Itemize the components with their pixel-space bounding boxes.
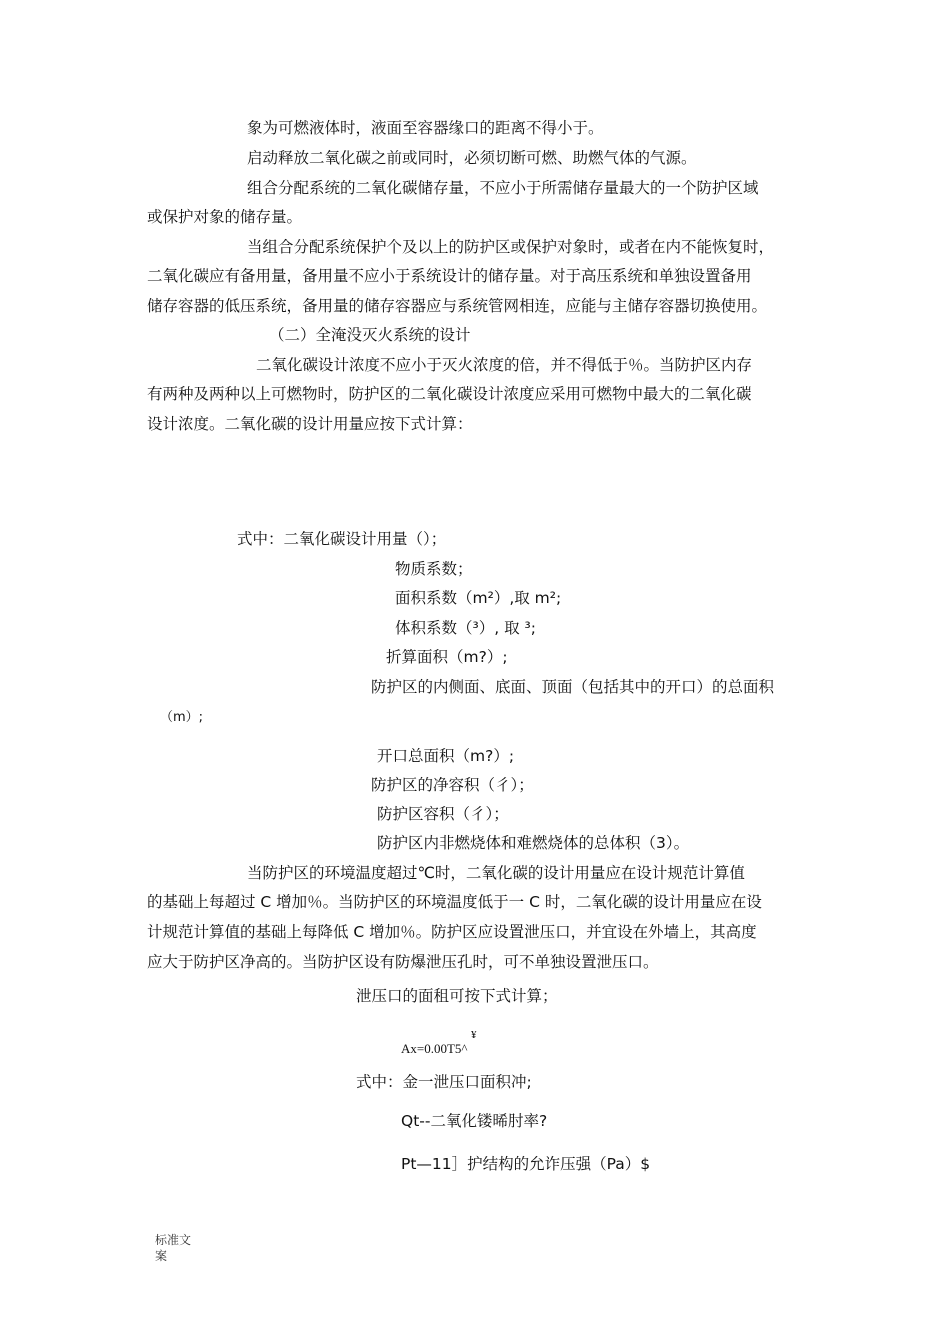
text-line: 计规范计算值的基础上每降低 C 增加％。防护区应设置泄压口，并宜设在外墙上，其高度	[147, 923, 757, 941]
text-line: 储存容器的低压系统，备用量的储存容器应与系统管网相连，应能与主储存容器切换使用。	[147, 297, 768, 315]
formula-legend-line: 防护区容积（彳）；	[377, 805, 509, 823]
formula-legend-line: 体积系数（³）, 取 ³;	[395, 619, 536, 637]
text-line: 二氧化碳设计浓度不应小于灭火浓度的倍，并不得低于％。当防护区内存	[256, 356, 753, 374]
text-line: 象为可燃液体时，液面至容器缘口的距离不得小于。	[247, 119, 604, 137]
formula: Ax=0.00T5^	[401, 1041, 468, 1056]
formula-legend-line: 开口总面积（m?）;	[377, 747, 515, 765]
formula-legend-line: 防护区的内侧面、底面、顶面（包括其中的开口）的总面积	[371, 678, 775, 696]
formula-legend-line: Qt--二氧化镂晞肘率?	[401, 1112, 548, 1130]
footer-line: 案	[155, 1249, 168, 1263]
text-line: 泄压口的面租可按下式计算；	[356, 987, 558, 1005]
formula-mark: ¥	[471, 1029, 477, 1041]
footer-line: 标准文	[155, 1233, 192, 1247]
formula-legend-line: 式中：二氧化碳设计用量（）；	[237, 530, 447, 548]
formula-legend-line: 防护区的净容积（彳）；	[371, 776, 534, 794]
text-line: 设计浓度。二氧化碳的设计用量应按下式计算：	[147, 415, 473, 433]
formula-legend-line: Pt—11］护结构的允诈压强（Pa）$	[401, 1155, 651, 1173]
section-heading: （二）全淹没灭火系统的设计	[269, 326, 471, 344]
text-line: 或保护对象的储存量。	[147, 208, 303, 226]
formula-legend-line: 折算面积（m?）;	[386, 648, 508, 666]
formula-legend-line: 防护区内非燃烧体和难燃烧体的总体积（3）。	[377, 834, 690, 852]
text-line: 当防护区的环境温度超过℃时，二氧化碳的设计用量应在设计规范计算值	[247, 864, 745, 882]
formula-legend-line: （m）;	[160, 710, 204, 725]
text-line: 二氧化碳应有备用量，备用量不应小于系统设计的储存量。对于高压系统和单独设置备用	[147, 267, 752, 285]
text-line: 有两种及两种以上可燃物时，防护区的二氧化碳设计浓度应采用可燃物中最大的二氧化碳	[147, 385, 752, 403]
text-line: 组合分配系统的二氧化碳储存量，不应小于所需储存量最大的一个防护区域	[247, 179, 759, 197]
page-footer	[155, 1232, 199, 1264]
text-line: 的基础上每超过 C 增加％。当防护区的环境温度低于一 C 时，二氧化碳的设计用量应在设	[147, 893, 762, 911]
text-line: 当组合分配系统保护个及以上的防护区或保护对象时，或者在内不能恢复时，	[247, 238, 775, 256]
formula-legend-line: 面积系数（m²）,取 m²;	[395, 589, 562, 607]
text-line: 应大于防护区净高的。当防护区设有防爆泄压孔时，可不单独设置泄压口。	[147, 953, 659, 971]
text-line: 启动释放二氧化碳之前或同时，必须切断可燃、助燃气体的气源。	[247, 149, 697, 167]
formula-legend-line: 物质系数；	[395, 560, 473, 578]
formula-legend-line: 式中：金一泄压口面积冲;	[356, 1073, 532, 1091]
